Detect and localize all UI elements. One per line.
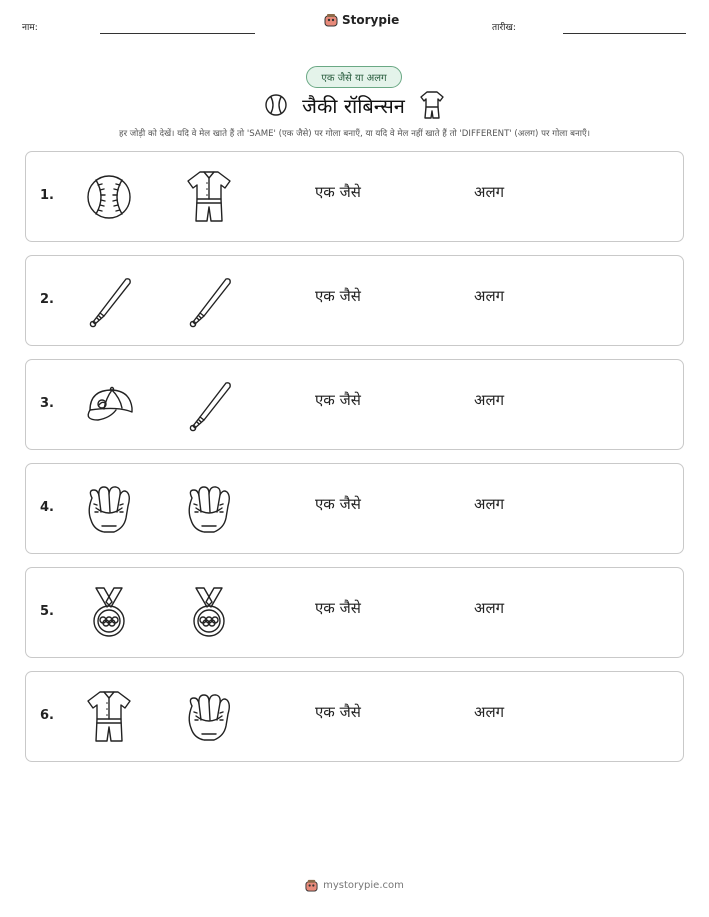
same-option[interactable]: एक जैसे [315, 287, 361, 305]
question-card [25, 359, 684, 450]
question-card [25, 567, 684, 658]
question-card [25, 463, 684, 554]
date-line[interactable] [563, 33, 686, 34]
worksheet-type-badge: एक जैसे या अलग [306, 66, 402, 88]
medal-icon [182, 586, 236, 640]
bat-icon [182, 274, 236, 328]
cap-icon [82, 378, 136, 432]
same-option[interactable]: एक जैसे [315, 599, 361, 617]
page-title: जैकी रॉबिन्सन [302, 93, 405, 118]
bat-icon [82, 274, 136, 328]
question-number: 6. [40, 708, 54, 723]
bat-icon [182, 378, 236, 432]
question-card [25, 255, 684, 346]
medal-icon [82, 586, 136, 640]
baseball-icon [82, 170, 136, 224]
different-option[interactable]: अलग [474, 599, 505, 617]
same-option[interactable]: एक जैसे [315, 703, 361, 721]
baseball-icon [264, 93, 288, 117]
same-option[interactable]: एक जैसे [315, 183, 361, 201]
different-option[interactable]: अलग [474, 287, 505, 305]
different-option[interactable]: अलग [474, 391, 505, 409]
question-card [25, 671, 684, 762]
different-option[interactable]: अलग [474, 495, 505, 513]
title-row [0, 90, 709, 120]
glove-icon [82, 482, 136, 536]
storypie-logo-icon [305, 879, 318, 892]
same-option[interactable]: एक जैसे [315, 391, 361, 409]
glove-icon [182, 482, 236, 536]
name-line[interactable] [100, 33, 255, 34]
question-number: 5. [40, 604, 54, 619]
question-number: 4. [40, 500, 54, 515]
glove-icon [182, 690, 236, 744]
footer-url: mystorypie.com [323, 880, 404, 891]
different-option[interactable]: अलग [474, 183, 505, 201]
different-option[interactable]: अलग [474, 703, 505, 721]
brand [324, 13, 399, 27]
footer [0, 879, 709, 892]
uniform-icon [82, 690, 136, 744]
uniform-icon [182, 170, 236, 224]
date-label: तारीख: [492, 23, 516, 33]
question-card [25, 151, 684, 242]
name-label: नाम: [22, 23, 38, 33]
question-number: 1. [40, 188, 54, 203]
uniform-icon [419, 90, 445, 120]
same-option[interactable]: एक जैसे [315, 495, 361, 513]
question-number: 2. [40, 292, 54, 307]
instructions: हर जोड़ी को देखें। यदि वे मेल खाते हैं तो 'SAME' (एक जैसे) पर गोला बनाएँ, या यदि वे मेल नहीं खाते हैं तो 'DIFFERENT' (अलग) पर गोला बनाएँ। [119, 129, 590, 139]
storypie-logo-icon [324, 13, 338, 27]
question-number: 3. [40, 396, 54, 411]
brand-name: Storypie [342, 13, 400, 27]
